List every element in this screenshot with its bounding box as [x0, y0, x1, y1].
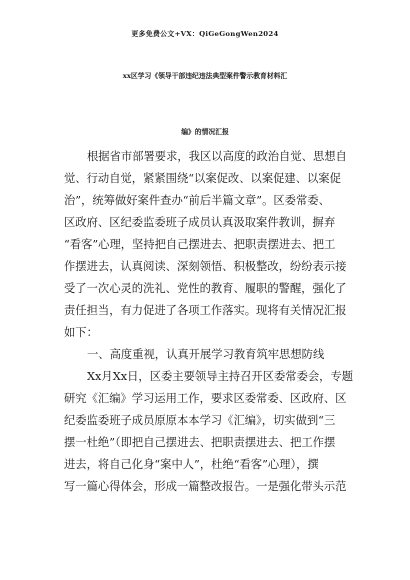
body-line: 纪委监委班子成员原原本本学习《汇编》，切实做到“三: [64, 414, 336, 427]
body-line: 治”，统筹做好案件查办“前后半篇文章”。区委常委、: [64, 194, 330, 207]
body-line: 如下：: [64, 326, 98, 339]
body-line: 觉、行动自觉，紧紧围绕“以案促改、以案促建、以案促: [64, 172, 341, 185]
body-line: 受了一次心灵的洗礼、党性的教育、履职的警醒，强化了: [64, 282, 347, 295]
body-line: Xx月Xx日，区委主要领导主持召开区委常委会，专题: [87, 370, 354, 383]
section-heading: 一、高度重视，认真开展学习教育筑牢思想防线: [87, 348, 325, 361]
body-line: “看客”心理，坚持把自己摆进去、把职责摆进去、把工: [64, 238, 336, 251]
body-line: 摆一杜绝”（即把自己摆进去、把职责摆进去、把工作摆: [64, 436, 336, 449]
body-line: 根据省市部署要求，我区以高度的政治自觉、思想自: [87, 150, 347, 163]
body-line: 进去，将自己化身“案中人”，杜绝“看客”心理），撰: [64, 458, 319, 471]
body-line: 研究《汇编》学习运用工作，要求区委常委、区政府、区: [64, 392, 347, 405]
body-line: 区政府、区纪委监委班子成员认真汲取案件教训，摒弃: [64, 216, 336, 229]
body-line: 作摆进去，认真阅读、深刻领悟、积极整改，纷纷表示接: [64, 260, 347, 273]
watermark-text: 更多免费公文+VX：QiGeGongWen2024: [131, 30, 279, 38]
document-title-line-2: 编》的情况汇报: [181, 128, 229, 136]
body-line: 责任担当，有力促进了各项工作落实。现将有关情况汇报: [64, 304, 347, 317]
document-title-line-1: xx区学习《领导干部违纪违法典型案件警示教育材料汇: [122, 72, 288, 80]
body-line: 写一篇心得体会，形成一篇整改报告。一是强化带头示范: [64, 480, 347, 493]
